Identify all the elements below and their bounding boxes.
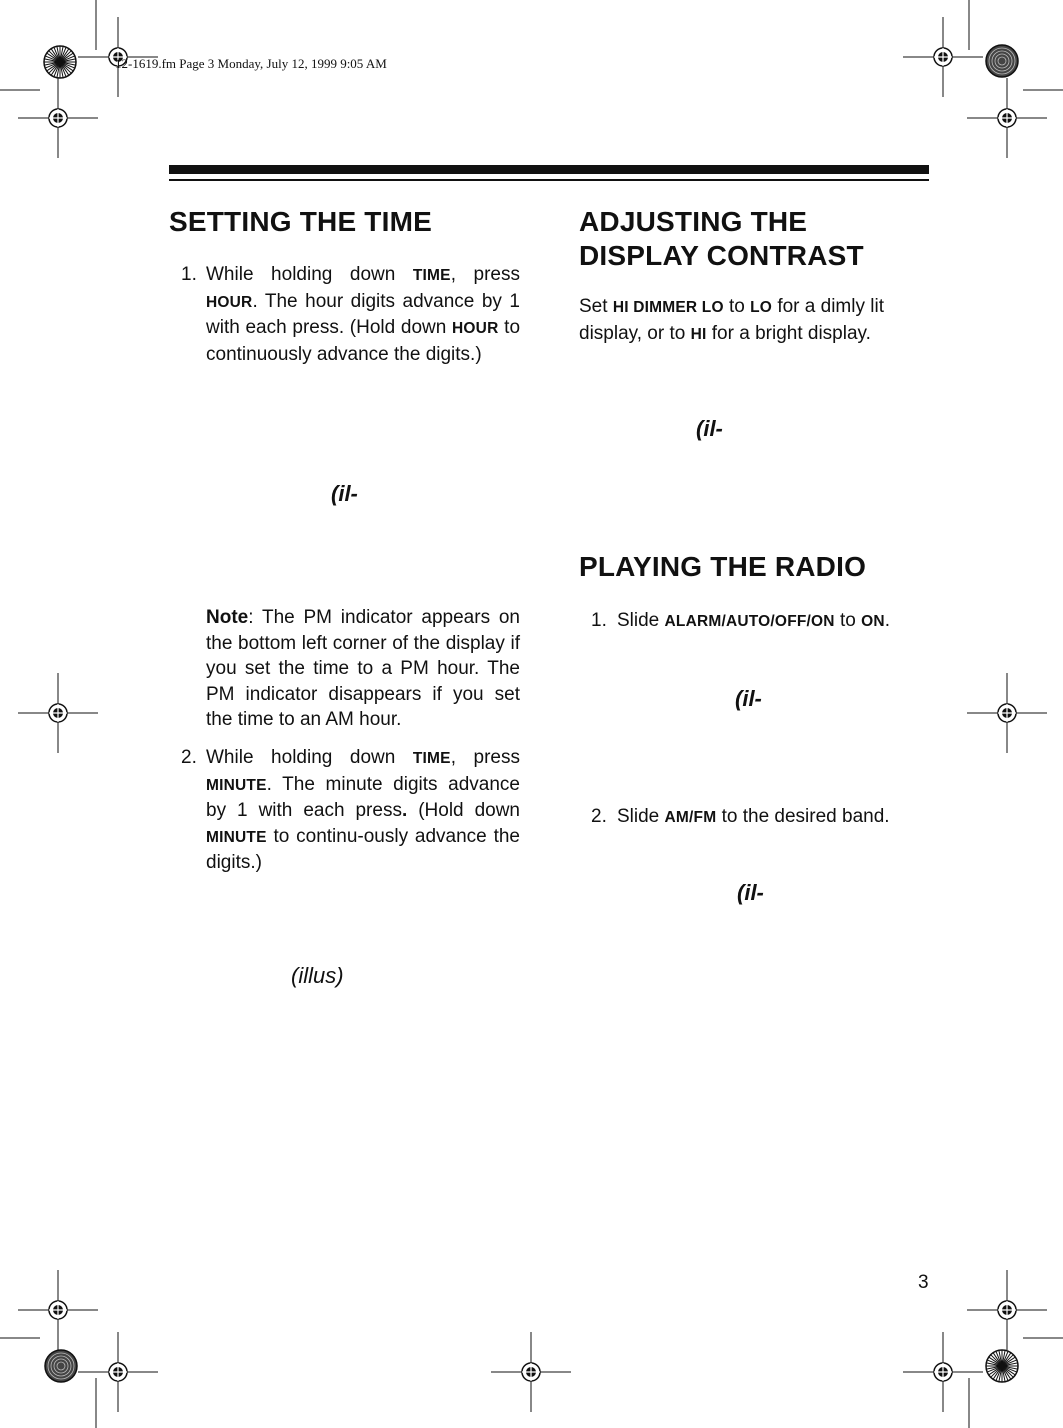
illustration-placeholder: (il- <box>735 686 762 711</box>
key-hour: HOUR <box>452 320 499 337</box>
illustration-placeholder: (il- <box>737 880 764 905</box>
display-contrast-text: Set HI DIMMER LO to LO for a dimly lit display, or to HI for a bright display. <box>579 296 884 344</box>
radio-step-2: Slide AM/FM to the desired band. <box>617 806 890 827</box>
setting-on: ON <box>861 613 885 630</box>
key-minute: MINUTE <box>206 828 267 846</box>
page-number: 3 <box>918 1272 929 1293</box>
illustration-placeholder: (il- <box>696 416 723 441</box>
setting-lo: LO <box>750 299 773 316</box>
key-time: TIME <box>412 267 451 284</box>
setting-hi: HI <box>690 325 707 343</box>
illustration-placeholder: (illus) <box>291 963 344 988</box>
illustration-placeholder: (il- <box>331 481 358 506</box>
pm-indicator-note: Note: The PM indicator appears on the bottom left corner of the display if you set the time to a PM hour. The PM indicator disappears if you set the time to an AM hour. <box>206 607 520 730</box>
switch-am-fm: AM/FM <box>664 809 717 826</box>
step-number: 1. <box>591 610 607 631</box>
key-minute: MINUTE <box>206 776 267 794</box>
key-hour: HOUR <box>206 293 253 311</box>
print-slug: 12-1619.fm Page 3 Monday, July 12, 1999 9:05 AM <box>115 56 387 71</box>
section-heading-playing-radio: PLAYING THE RADIO <box>579 551 867 582</box>
setting-time-step-1: While holding down TIME, press HOUR. The hour digits advance by 1 with each press. (Hold down HOUR to continuously advance the digits.) <box>206 264 521 365</box>
step-number: 2. <box>181 747 197 768</box>
radio-step-1: Slide ALARM/AUTO/OFF/ON to ON. <box>617 610 891 631</box>
switch-hi-dimmer-lo: HI DIMMER LO <box>612 299 724 316</box>
switch-alarm-auto-off-on: ALARM/AUTO/OFF/ON <box>664 613 835 630</box>
header-rule-thick <box>169 165 929 174</box>
setting-time-step-2: While holding down TIME, press MINUTE. The minute digits advance by 1 with each press. (Hold down MINUTE to continu-ously advance the digits.) <box>206 747 520 873</box>
step-number: 1. <box>181 264 197 285</box>
key-time: TIME <box>412 750 451 767</box>
step-number: 2. <box>591 806 607 827</box>
header-rule-thin <box>169 179 929 181</box>
note-label: Note <box>206 607 249 628</box>
section-heading-display-contrast: ADJUSTING THE DISPLAY CONTRAST <box>579 206 864 271</box>
section-heading-setting-time: SETTING THE TIME <box>169 206 432 237</box>
